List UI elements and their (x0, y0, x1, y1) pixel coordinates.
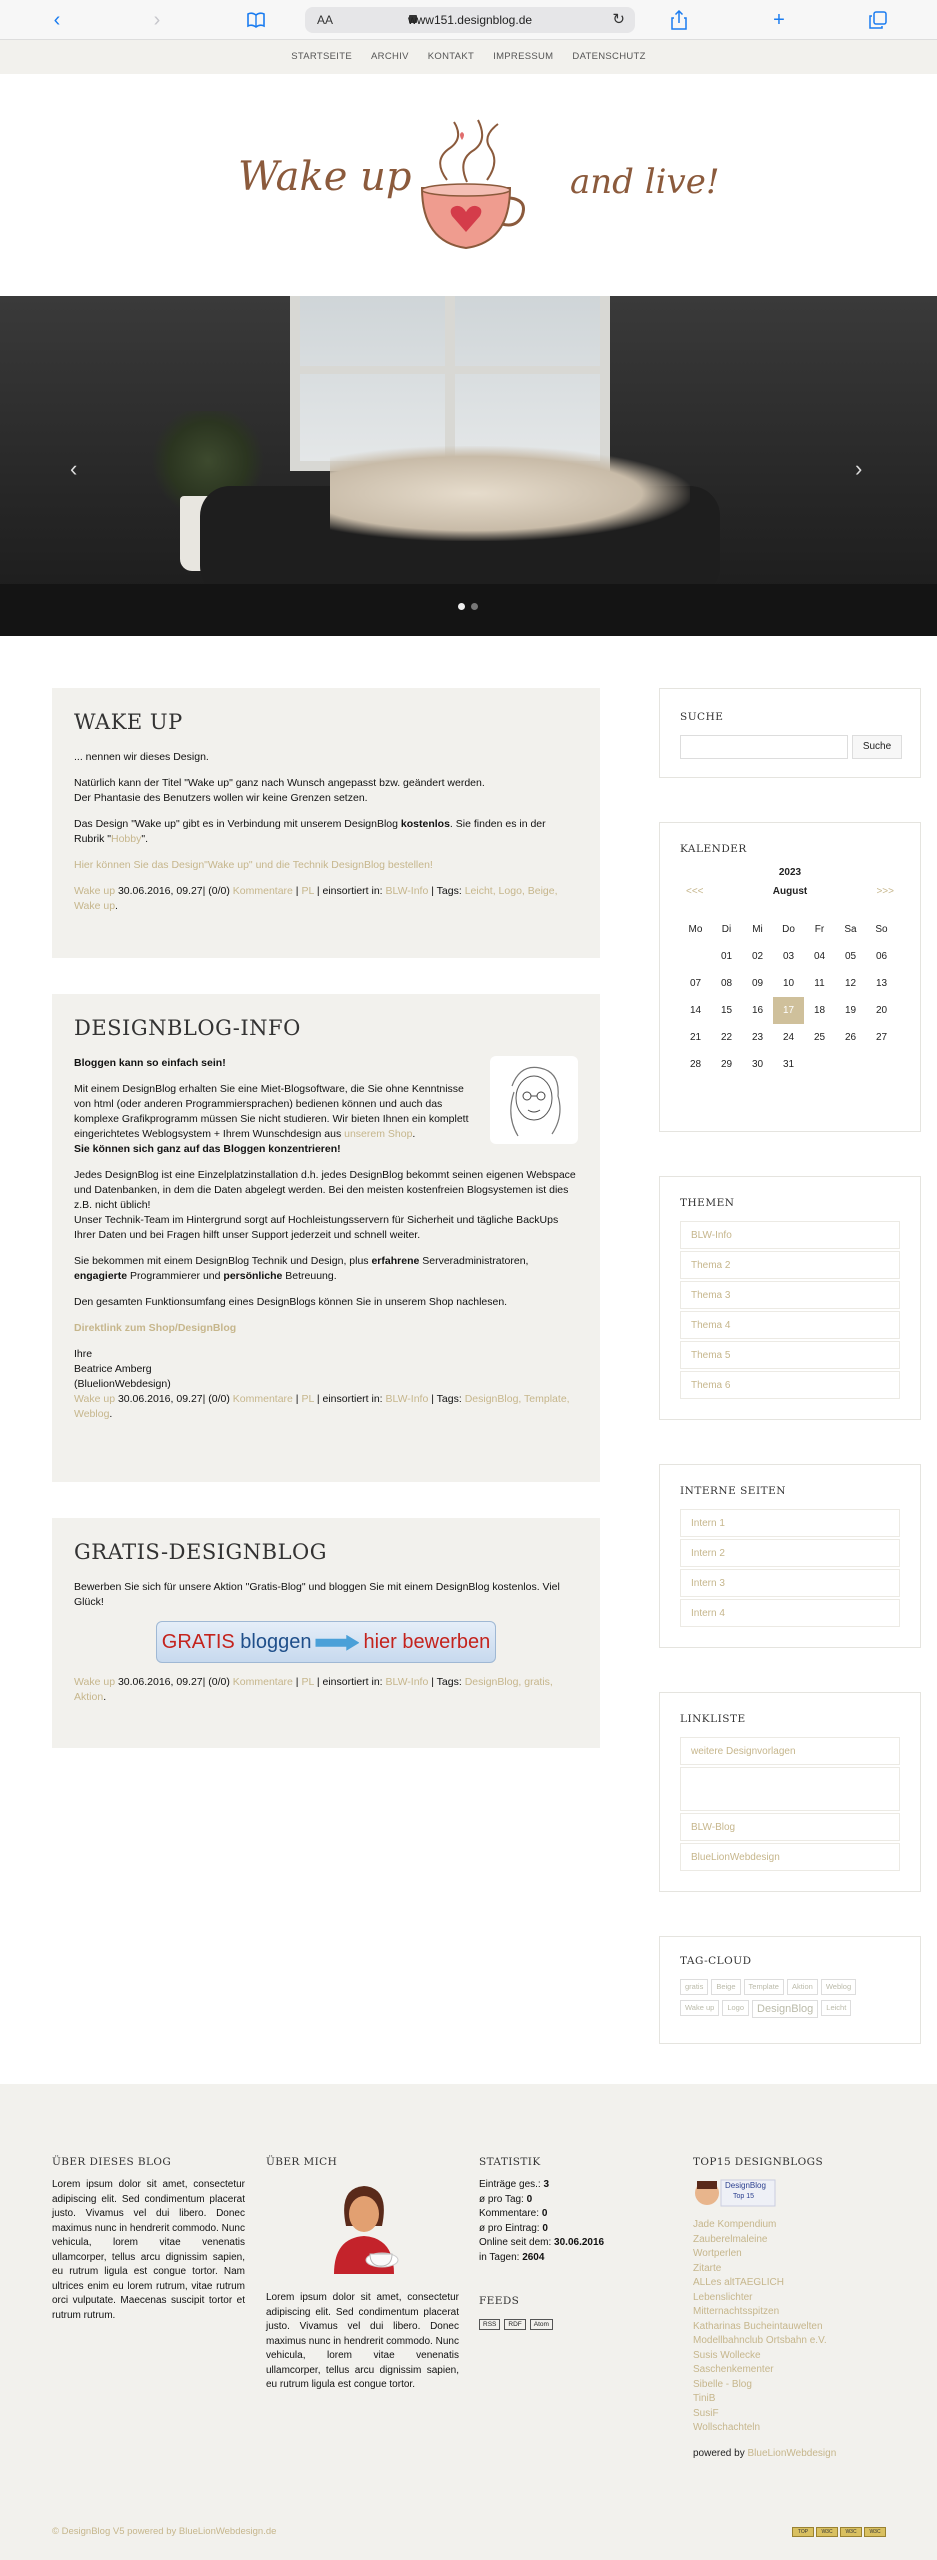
order-design-link[interactable]: Hier können Sie das Design"Wake up" und die Technik DesignBlog bestellen! (74, 859, 433, 871)
footer (0, 2084, 937, 2560)
top15-link[interactable]: TiniB (693, 2393, 716, 2404)
calendar-grid (680, 916, 900, 1078)
post-gratis-designblog (52, 1518, 600, 1748)
author-link[interactable]: Wake up (74, 1393, 116, 1405)
slider-dot[interactable] (458, 603, 465, 610)
stat-row: Online seit dem: 30.06.2016 (479, 2237, 605, 2248)
back-icon[interactable]: ‹ (53, 9, 61, 31)
calendar-weekday: Fr (814, 924, 825, 935)
calendar-year: 2023 (778, 867, 802, 878)
post-lead: Bloggen kann so einfach sein! (74, 1057, 226, 1069)
footer-title: TOP15 DESIGNBLOGS (693, 2156, 824, 2168)
top15-link[interactable]: Lebenslichter (693, 2291, 753, 2303)
slider-dots (455, 601, 481, 613)
search-input[interactable] (680, 735, 848, 759)
calendar-weekday: So (875, 924, 888, 935)
arrow-right-icon (315, 1635, 359, 1651)
calendar-day[interactable]: 22 (720, 1032, 733, 1043)
calendar-day[interactable]: 06 (875, 951, 888, 962)
calendar-prev-button[interactable]: <<< (686, 886, 704, 897)
stat-row: Kommentare: 0 (479, 2208, 548, 2219)
tags-links[interactable]: Leicht, Logo, Beige, Wake up (74, 885, 558, 912)
themen-item[interactable]: Thema 5 (680, 1341, 900, 1369)
post-title[interactable]: DESIGNBLOG-INFO (74, 1016, 301, 1040)
post-title[interactable]: WAKE UP (74, 710, 183, 734)
hero-image-window (290, 296, 610, 471)
intern-item[interactable]: Intern 3 (680, 1569, 900, 1597)
post-wake-up (52, 688, 600, 958)
feed-atom-button[interactable]: Atom (530, 2319, 553, 2330)
intern-item[interactable]: Intern 1 (680, 1509, 900, 1537)
tag-item[interactable]: Template (744, 1979, 784, 1995)
permalink[interactable]: PL (301, 885, 314, 897)
calendar-day[interactable]: 14 (689, 1005, 702, 1016)
top15-link[interactable]: SusiF (693, 2407, 719, 2419)
badge-icon[interactable]: TOP (792, 2527, 814, 2537)
search-button[interactable]: Suche (852, 735, 902, 759)
calendar-day (680, 943, 711, 970)
tag-item[interactable]: Beige (711, 1979, 740, 1995)
top15-badge[interactable]: DesignBlog Top 15 (693, 2178, 777, 2208)
calendar-day[interactable]: 27 (875, 1032, 888, 1043)
logo-text-right: and live! (570, 162, 720, 202)
post-text: Sie bekommen mit einem DesignBlog Technik und Design, plus erfahrene Serveradministratoren, engagierte Programmierer und persönliche Betreuung. (74, 1255, 529, 1282)
stat-row: ø pro Tag: 0 (479, 2193, 533, 2205)
hero-image-person (330, 446, 690, 541)
footer-title: STATISTIK (479, 2156, 541, 2168)
post-meta: Wake up 30.06.2016, 09.27| (0/0) Kommentare | PL | einsortiert in: BLW-Info | Tags: Leicht, Logo, Beige, Wake up. (74, 885, 558, 912)
intern-item[interactable]: Intern 4 (680, 1599, 900, 1627)
top15-link[interactable]: Mitternachtsspitzen (693, 2306, 780, 2317)
tag-item[interactable]: Leicht (821, 2000, 851, 2016)
calendar-day[interactable]: 07 (689, 978, 702, 989)
footer-statistik (479, 2156, 672, 2330)
feed-rdf-button[interactable]: RDF (504, 2319, 525, 2330)
top15-link[interactable]: Katharinas Bucheintauwelten (693, 2320, 823, 2332)
calendar-day[interactable]: 01 (720, 951, 733, 962)
tag-item[interactable]: Logo (722, 2000, 749, 2016)
calendar-day[interactable]: 25 (813, 1032, 826, 1043)
footer-about (52, 2156, 245, 2323)
top15-link[interactable]: Zauberelmaleine (693, 2233, 768, 2245)
nav-impressum[interactable]: IMPRESSUM (493, 51, 554, 62)
gratis-apply-button[interactable]: GRATIS bloggen hier bewerben (156, 1621, 496, 1663)
tag-item[interactable]: Aktion (787, 1979, 818, 1995)
post-meta: Wake up 30.06.2016, 09.27| (0/0) Kommentare | PL | einsortiert in: BLW-Info | Tags: DesignBlog, Template, Weblog. (74, 1393, 570, 1420)
link-item[interactable]: BlueLionWebdesign (680, 1843, 900, 1871)
post-text: Bewerben Sie sich für unsere Aktion "Gratis-Blog" und bloggen Sie mit einem DesignBlog kostenlos. Viel Glück! (74, 1581, 560, 1608)
author-sketch-image (490, 1056, 578, 1144)
logo-text-left: Wake up (238, 154, 412, 200)
badge-icon[interactable]: W3C (816, 2527, 838, 2537)
link-item[interactable] (680, 1767, 900, 1811)
nav-datenschutz[interactable]: DATENSCHUTZ (572, 51, 646, 62)
calendar-day[interactable]: 05 (844, 951, 857, 962)
post-text: Mit einem DesignBlog erhalten Sie eine Miet-Blogsoftware, die Sie ohne Kenntnisse von html (oder anderen Programmiersprachen) bedienen können und auch das komplexe Grafikprogramm müssen Sie nicht studieren. Wir bieten Ihnen ein komplett eingerichtetes Weblogsystem + Ihrem Wunschdesign aus unserem Shop. Sie können sich ganz auf das Bloggen konzentrieren! (74, 1083, 469, 1155)
footer-text: Lorem ipsum dolor sit amet, consectetur adipiscing elit. Sed condimentum placerat justo. Vivamus vel dui libero. Donec maximus nunc in hendrerit commodo. Nunc vehicula, lorem vitae venenatis ullamcorper, tellus arcu dignissim sapien, eu rutrum ligula est congue tortor. Nam ultrices enim eu lorem rutrum, vitae rutrum orci vulputate. Maecenas suscipit tortor et rutrum rutrum. (52, 2179, 245, 2321)
calendar-weekday: Mi (752, 924, 763, 935)
post-meta: Wake up 30.06.2016, 09.27| (0/0) Kommentare | PL | einsortiert in: BLW-Info | Tags: DesignBlog, gratis, Aktion. (74, 1676, 553, 1703)
calendar-day[interactable]: 24 (782, 1032, 795, 1043)
themen-item[interactable]: BLW-Info (680, 1221, 900, 1249)
top15-link[interactable]: Zitarte (693, 2262, 722, 2274)
coffee-cup-icon (402, 110, 532, 260)
slider-dot[interactable] (471, 603, 478, 610)
footer-about-me (266, 2156, 459, 2393)
post-text: Das Design "Wake up" gibt es in Verbindung mit unserem DesignBlog kostenlos. Sie finden es in der Rubrik "Hobby". (74, 818, 546, 845)
calendar-day[interactable]: 18 (813, 1005, 826, 1016)
tag-item[interactable]: Weblog (821, 1979, 856, 1995)
stat-row: in Tagen: 2604 (479, 2251, 545, 2263)
validator-badges (790, 2524, 886, 2537)
new-tab-icon[interactable]: + (773, 9, 785, 31)
calendar-day[interactable]: 28 (689, 1059, 702, 1070)
post-text: Jedes DesignBlog ist eine Einzelplatzinstallation d.h. jedes DesignBlog bekommt seinen eigenen Webspace und Datenbanken, in dem die Daten abgelegt werden. Bei den meisten kostenfreien Blogsystemen ist dies z.B. nicht üblich! Unser Technik-Team im Hintergrund sorgt auf Hochleistungsservern für Sicherheit und tägliche BackUps Ihrer Daten und bei Fragen hilft unser Support jederzeit und schnell weiter. (74, 1169, 576, 1241)
tabs-icon[interactable] (866, 8, 890, 32)
footer-title: ÜBER MICH (266, 2156, 338, 2168)
hero-slider (0, 296, 937, 636)
widget-title: TAG-CLOUD (680, 1955, 752, 1967)
copyright-link[interactable]: © DesignBlog V5 powered by BlueLionWebdesign.de (52, 2526, 277, 2537)
widget-title: SUCHE (680, 711, 724, 723)
post-text: Den gesamten Funktionsumfang eines DesignBlogs können Sie in unserem Shop nachlesen. (74, 1296, 508, 1308)
comments-link[interactable]: Kommentare (232, 1393, 293, 1405)
url-text: www151.designblog.de (407, 13, 533, 27)
calendar-day[interactable]: 13 (875, 978, 888, 989)
tag-item[interactable]: Wake up (680, 2000, 719, 2016)
widget-calendar (659, 822, 921, 1132)
calendar-weekday: Di (721, 924, 732, 935)
bookmarks-icon[interactable] (244, 8, 268, 32)
themen-item[interactable]: Thema 4 (680, 1311, 900, 1339)
calendar-weekday: Do (782, 924, 795, 935)
post-text: Natürlich kann der Titel "Wake up" ganz nach Wunsch angepasst bzw. geändert werden. Der Phantasie des Benutzers wollen wir keine Grenzen setzen. (74, 777, 485, 804)
footer-text: Lorem ipsum dolor sit amet, consectetur adipiscing elit. Sed condimentum placerat justo. Vivamus vel dui libero. Donec maximus nunc in hendrerit commodo. Nunc vehicula, lorem vitae venenatis ullamcorper, tellus arcu dignissim sapien, eu rutrum ligula est congue tortor. (266, 2292, 459, 2390)
category-link[interactable]: BLW-Info (385, 1676, 429, 1688)
themen-item[interactable]: Thema 6 (680, 1371, 900, 1399)
footer-top15 (693, 2156, 886, 2459)
calendar-weekday: Sa (844, 924, 857, 935)
post-text: ... nennen wir dieses Design. (74, 751, 209, 763)
calendar-day[interactable]: 29 (720, 1059, 733, 1070)
calendar-day[interactable]: 08 (720, 978, 733, 989)
slider-next-icon[interactable]: › (855, 456, 863, 481)
themen-item[interactable]: Thema 3 (680, 1281, 900, 1309)
site-logo[interactable] (0, 74, 937, 296)
top15-link[interactable]: Susis Wollecke (693, 2349, 761, 2361)
widget-title: LINKLISTE (680, 1713, 746, 1725)
top15-link[interactable]: Modellbahnclub Ortsbahn e.V. (693, 2335, 827, 2346)
feed-rss-button[interactable]: RSS (479, 2319, 500, 2330)
calendar-day[interactable]: 26 (844, 1032, 857, 1043)
category-link[interactable]: BLW-Info (385, 885, 429, 897)
calendar-next-button[interactable]: >>> (876, 886, 894, 897)
post-designblog-info (52, 994, 600, 1482)
link-item[interactable]: BLW-Blog (680, 1813, 900, 1841)
calendar-day[interactable]: 23 (751, 1032, 764, 1043)
tags-links[interactable]: DesignBlog, gratis, Aktion (74, 1676, 553, 1703)
tag-item[interactable]: DesignBlog (752, 2000, 818, 2018)
nav-kontakt[interactable]: KONTAKT (427, 51, 475, 62)
slider-prev-icon[interactable]: ‹ (70, 456, 78, 481)
top15-link[interactable]: Saschenkementer (693, 2364, 774, 2375)
share-icon[interactable] (667, 8, 691, 32)
comments-link[interactable]: Kommentare (232, 885, 293, 897)
post-title[interactable]: GRATIS-DESIGNBLOG (74, 1540, 328, 1564)
powered-by-link[interactable]: BlueLionWebdesign (747, 2447, 837, 2459)
tags-links[interactable]: DesignBlog, Template, Weblog (74, 1393, 570, 1420)
calendar-day[interactable]: 04 (813, 951, 826, 962)
top15-link[interactable]: Jade Kompendium (693, 2219, 777, 2230)
tag-item[interactable]: gratis (680, 1979, 708, 1995)
category-link[interactable]: BLW-Info (385, 1393, 429, 1405)
top15-link[interactable]: Wortperlen (693, 2248, 742, 2259)
permalink[interactable]: PL (301, 1393, 314, 1405)
reader-aa-button[interactable]: AA (317, 13, 334, 27)
badge-icon[interactable]: W3C (840, 2527, 862, 2537)
calendar-day[interactable]: 15 (720, 1005, 733, 1016)
widget-themen (659, 1176, 921, 1420)
calendar-month: August (772, 886, 808, 897)
calendar-day[interactable]: 02 (751, 951, 764, 962)
themen-item[interactable]: Thema 2 (680, 1251, 900, 1279)
footer-title: FEEDS (479, 2295, 520, 2307)
widget-title: INTERNE SEITEN (680, 1485, 786, 1497)
link-item[interactable]: weitere Designvorlagen (680, 1737, 900, 1765)
calendar-weekday: Mo (688, 924, 703, 935)
post-signature: Ihre Beatrice Amberg (BluelionWebdesign) (74, 1348, 171, 1390)
main-nav (0, 40, 937, 74)
author-link[interactable]: Wake up (74, 1676, 116, 1688)
shop-link[interactable]: unserem Shop (344, 1128, 413, 1140)
calendar-day[interactable]: 21 (689, 1032, 702, 1043)
stat-row: Einträge ges.: 3 (479, 2179, 550, 2190)
calendar-day[interactable]: 16 (751, 1005, 764, 1016)
calendar-day[interactable]: 11 (814, 978, 825, 989)
widget-title: THEMEN (680, 1197, 735, 1209)
calendar-day[interactable]: 30 (751, 1059, 764, 1070)
browser-toolbar (0, 0, 937, 40)
intern-item[interactable]: Intern 2 (680, 1539, 900, 1567)
widget-interne-seiten (659, 1464, 921, 1648)
forward-icon[interactable]: › (153, 9, 161, 31)
author-link[interactable]: Wake up (74, 885, 116, 897)
calendar-day[interactable]: 09 (751, 978, 764, 989)
shop-direct-link[interactable]: Direktlink zum Shop/DesignBlog (74, 1322, 237, 1334)
hobby-link[interactable]: Hobby (111, 833, 142, 845)
top15-link[interactable]: Sibelle - Blog (693, 2378, 752, 2390)
widget-linkliste (659, 1692, 921, 1892)
avatar (318, 2178, 408, 2278)
permalink[interactable]: PL (301, 1676, 314, 1688)
calendar-day[interactable]: 19 (844, 1005, 857, 1016)
nav-startseite[interactable]: STARTSEITE (291, 51, 352, 62)
widget-search (659, 688, 921, 778)
calendar-day[interactable]: 03 (782, 951, 795, 962)
badge-icon[interactable]: W3C (864, 2527, 886, 2537)
nav-archiv[interactable]: ARCHIV (371, 51, 409, 62)
widget-title: KALENDER (680, 843, 747, 855)
comments-link[interactable]: Kommentare (232, 1676, 293, 1688)
footer-title: ÜBER DIESES BLOG (52, 2156, 172, 2168)
top15-link[interactable]: ALLes altTAEGLICH (693, 2277, 784, 2288)
calendar-day[interactable]: 12 (844, 978, 857, 989)
widget-tag-cloud (659, 1936, 921, 2044)
reload-icon[interactable]: ↻ (612, 11, 625, 28)
calendar-day[interactable]: 17 (773, 997, 804, 1024)
address-bar[interactable] (305, 7, 635, 33)
stat-row: ø pro Eintrag: 0 (479, 2222, 548, 2234)
powered-by: powered by BlueLionWebdesign (693, 2447, 837, 2459)
top15-link[interactable]: Wollschachteln (693, 2422, 761, 2433)
calendar-day[interactable]: 20 (875, 1005, 888, 1016)
calendar-day[interactable]: 31 (782, 1059, 795, 1070)
calendar-day[interactable]: 10 (782, 978, 795, 989)
